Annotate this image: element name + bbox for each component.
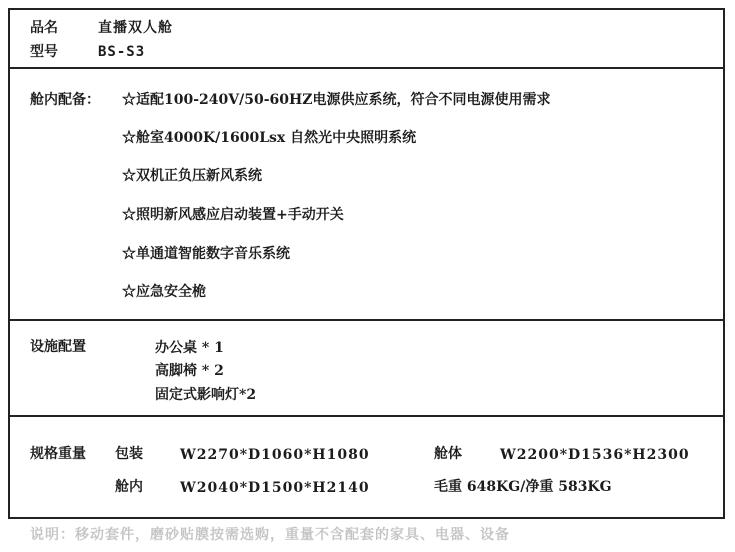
package-value: W2270*D1060*H1080	[180, 447, 370, 463]
weight-text: 毛重 648KG/净重 583KG	[434, 479, 612, 495]
product-name-label: 品名	[30, 20, 58, 36]
facility-item: 高脚椅 * 2	[155, 363, 224, 379]
product-model-value: BS-S3	[98, 44, 146, 60]
feature-item: ☆应急安全桅	[122, 284, 206, 300]
facility-item: 固定式影响灯*2	[155, 387, 257, 403]
specs-section	[8, 417, 725, 519]
interior-value: W2040*D1500*H2140	[180, 480, 370, 496]
package-label: 包装	[115, 446, 143, 462]
product-name-value: 直播双人舱	[98, 20, 173, 36]
facilities-section	[8, 321, 725, 417]
feature-item: ☆双机正负压新风系统	[122, 168, 262, 184]
features-label: 舱内配备：	[30, 92, 100, 108]
footer-note: 说明：移动套件，磨砂贴膜按需选购，重量不含配套的家具、电器、设备	[30, 527, 510, 543]
body-label: 舱体	[434, 446, 462, 462]
interior-label: 舱内	[115, 479, 143, 495]
facility-item: 办公桌 * 1	[155, 340, 224, 356]
facilities-label: 设施配置	[30, 339, 86, 355]
feature-item: ☆舱室4000K/1600Lsx 自然光中央照明系统	[122, 130, 417, 146]
body-value: W2200*D1536*H2300	[500, 447, 690, 463]
feature-item: ☆适配100-240V/50-60HZ电源供应系统，符合不同电源使用需求	[122, 92, 551, 108]
feature-item: ☆照明新风感应启动装置+手动开关	[122, 207, 344, 223]
product-model-label: 型号	[30, 44, 58, 60]
specs-label: 规格重量	[30, 446, 86, 462]
feature-item: ☆单通道智能数字音乐系统	[122, 246, 290, 262]
